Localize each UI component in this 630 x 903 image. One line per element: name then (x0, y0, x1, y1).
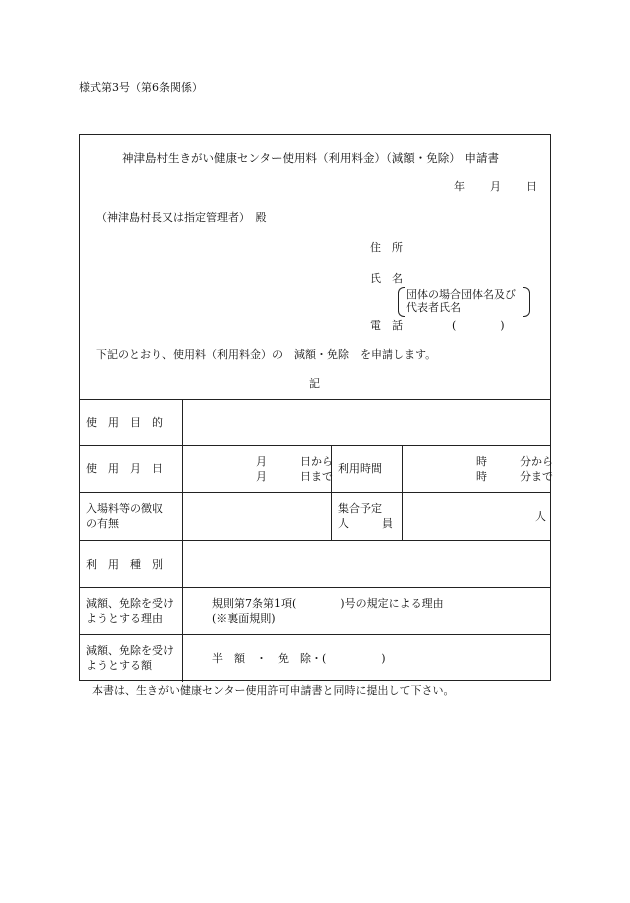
amount-label-line1: 減額、免除を受け (86, 644, 174, 657)
date-label: 使 用 月 日 (86, 462, 163, 475)
date-from[interactable]: 月 日から (256, 455, 333, 468)
footnote: 本書は、生きがい健康センター使用許可申請書と同時に提出して下さい。 (92, 684, 455, 697)
fee-label-line1: 入場料等の徴収 (86, 502, 163, 515)
amount-text[interactable]: 半 額 ・ 免 除・( ) (212, 652, 386, 665)
reason-text-line1[interactable]: 規則第7条第1項( )号の規定による理由 (212, 597, 444, 610)
reason-text-line2: (※裏面規則) (212, 612, 276, 625)
form-number: 様式第3号（第6条関係） (79, 81, 203, 94)
date-month: 月 (490, 180, 501, 193)
addressee: （神津島村長又は指定管理者） 殿 (96, 211, 267, 224)
date-year: 年 (454, 180, 465, 193)
date-to[interactable]: 月 日まで (256, 470, 333, 483)
type-field[interactable] (183, 541, 550, 588)
type-label: 利 用 種 別 (86, 558, 163, 571)
time-label: 利用時間 (338, 462, 382, 475)
purpose-field[interactable] (183, 400, 550, 446)
intro-text: 下記のとおり、使用料（利用料金）の 減額・免除 を申請します。 (96, 348, 437, 361)
row-fee (80, 492, 550, 541)
purpose-label: 使 用 目 的 (86, 416, 163, 429)
tel-label: 電 話 (370, 319, 403, 332)
time-from[interactable]: 時 分から (476, 455, 553, 468)
address-label: 住 所 (370, 241, 403, 254)
amount-label-line2: ようとする額 (86, 659, 152, 672)
time-to[interactable]: 時 分まで (476, 470, 553, 483)
row-amount (80, 634, 550, 682)
application-form (79, 134, 551, 681)
row-purpose (80, 399, 550, 446)
fee-field[interactable] (183, 493, 331, 541)
people-label-line2: 人 員 (338, 517, 393, 530)
org-note (398, 287, 530, 317)
row-reason (80, 587, 550, 635)
org-note-line1: 団体の場合団体名及び (406, 288, 516, 301)
tel-field[interactable]: ( ) (452, 319, 505, 332)
ki-label: 記 (309, 377, 320, 390)
date-day: 日 (526, 180, 537, 193)
people-unit: 人 (535, 510, 546, 523)
form-title: 神津島村生きがい健康センター使用料（利用料金）（減額・免除） 申請書 (122, 151, 499, 165)
org-note-line2: 代表者氏名 (406, 301, 461, 314)
row-type (80, 540, 550, 588)
people-label-line1: 集合予定 (338, 502, 382, 515)
reason-label-line2: ようとする理由 (86, 612, 163, 625)
fee-label-line2: の有無 (86, 517, 119, 530)
reason-label-line1: 減額、免除を受け (86, 597, 174, 610)
name-label: 氏 名 (370, 272, 403, 285)
row-date (80, 445, 553, 493)
